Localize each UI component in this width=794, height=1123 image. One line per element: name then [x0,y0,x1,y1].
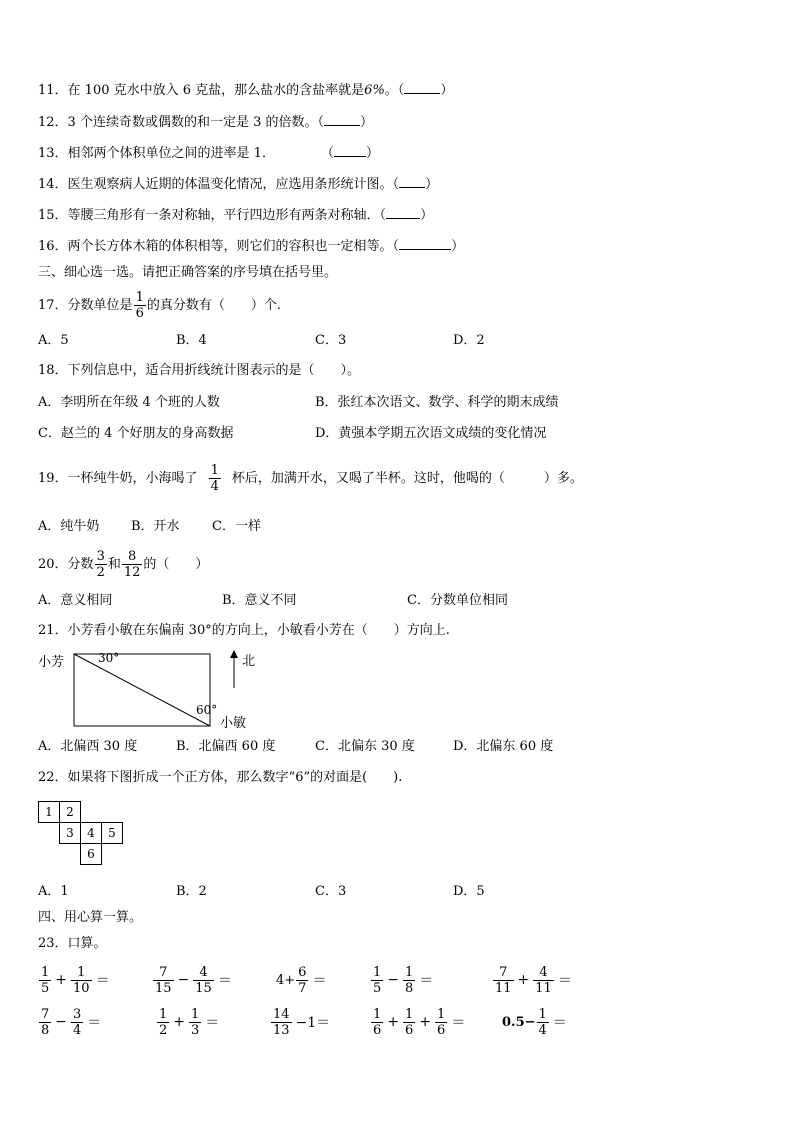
angle-60: 60° [196,703,218,717]
denominator: 3 [191,1022,200,1038]
net-cell: 4 [81,823,102,844]
denominator: 4 [73,1022,82,1038]
calc-item [38,1002,104,1042]
denominator: 6 [373,1022,382,1038]
question-20 [38,545,208,585]
numerator: 7 [499,964,508,980]
numerator: 1 [210,463,219,478]
question-23 [38,935,107,953]
equals-sign: ＝ [95,973,110,989]
label-xiaomin: 小敏 [220,716,247,731]
answer-blank[interactable] [324,125,360,126]
denominator: 10 [73,980,90,996]
calc-item [38,960,113,1000]
numerator: 1 [437,1006,446,1022]
label-north: 北 [242,654,256,669]
paren-close: ） [440,83,454,98]
net-cell: 1 [39,802,60,823]
calc-item [492,960,575,1000]
question-11 [38,82,453,100]
option-a[interactable]: A．1 [38,884,69,899]
question-number: 12． [38,115,68,130]
question-text: 医生观察病人近期的体温变化情况，应选用条形统计图。（ [67,177,400,192]
question-21 [38,622,450,640]
numerator: 4 [199,964,208,980]
question-text: 下列信息中，适合用折线统计图表示的是（ ）。 [67,363,361,378]
paren-close: ） [360,115,374,130]
question-text: 3 个连续奇数或偶数的和一定是 3 的倍数。（ [67,115,324,130]
option-c[interactable]: C．分数单位相同 [407,593,508,608]
question-16 [38,238,464,256]
numerator: 1 [77,964,86,980]
numerator: 1 [405,964,414,980]
whole-number: 4+ [276,972,296,988]
question-text: 的（ ） [143,557,209,572]
equals-sign: ＝ [205,1015,220,1031]
question-text: 分数 [67,557,94,572]
equals-sign: ＝ [557,973,572,989]
question-text: 在 100 克水中放入 6 克盐，那么盐水的含盐率就是 [67,83,365,98]
answer-blank[interactable] [386,218,420,219]
operator: − [177,972,190,988]
numerator: 7 [159,964,168,980]
question-number: 13． [38,146,68,161]
denominator: 12 [123,565,141,580]
denominator: 5 [373,980,382,996]
denominator: 4 [538,1022,547,1038]
paren-open: （ [320,146,334,161]
answer-blank[interactable] [399,187,425,188]
option-d[interactable]: D．2 [453,333,485,348]
question-15 [38,207,433,225]
diagonal-line [74,654,210,726]
operator: −1＝ [295,1015,331,1031]
fraction [209,463,221,494]
option-c[interactable]: C．3 [315,333,347,348]
option-a[interactable]: A．意义相同 [38,593,113,608]
numerator: 1 [191,1006,200,1022]
option-a[interactable]: A．纯牛奶 [38,519,100,534]
label-xiaofang: 小芳 [38,655,65,670]
option-b[interactable]: B．开水 [131,519,180,534]
question-text: 小芳看小敏在东偏南 30°的方向上，小敏看小芳在（ ）方向上. [67,623,450,638]
section-heading-4: 四、用心算一算。 [38,910,143,925]
question-text: 等腰三角形有一条对称轴，平行四边形有两条对称轴．（ [67,208,387,223]
answer-blank[interactable] [334,156,366,157]
question-number: 14． [38,177,68,192]
numerator: 1 [373,964,382,980]
numerator: 8 [127,549,137,564]
question-text: 相邻两个体积单位之间的进率是 1． [67,146,275,161]
question-22 [38,769,402,787]
north-arrow-head [230,650,238,658]
question-text: 口算。 [67,936,107,951]
option-b[interactable]: B．北偏西 60 度 [176,739,276,754]
question-18 [38,362,360,380]
operator: + [387,1014,400,1030]
question-text: 分数单位是 [67,298,133,313]
question-14 [38,176,438,194]
numerator: 1 [405,1006,414,1022]
question-number: 23． [38,936,68,951]
net-cell: 3 [60,823,81,844]
paren-close: ） [420,208,434,223]
operator: + [419,1014,432,1030]
question-text: 两个长方体木箱的体积相等，则它们的容积也一定相等。（ [67,239,400,254]
operator: + [517,972,530,988]
calc-item [370,1002,468,1042]
option-c[interactable]: C．一样 [212,519,261,534]
option-d[interactable]: D．北偏东 60 度 [453,739,554,754]
question-number: 11． [38,83,68,98]
question-text: 杯后，加满开水，又喝了半杯。这时，他喝的（ ）多。 [231,471,583,486]
equals-sign: ＝ [217,973,232,989]
numerator: 4 [539,964,548,980]
operator: − [387,972,400,988]
question-text: 如果将下图折成一个正方体，那么数字“6”的对面是( ). [67,770,403,785]
denominator: 6 [437,1022,446,1038]
section-heading-3: 三、细心选一选。请把正确答案的序号填在括号里。 [38,265,338,280]
question-number: 20． [38,557,68,572]
paren-close: ） [425,177,439,192]
denominator: 8 [41,1022,50,1038]
denominator: 15 [155,980,172,996]
question-number: 21． [38,623,68,638]
option-c[interactable]: C．3 [315,884,347,899]
answer-blank[interactable] [399,249,451,250]
numerator: 1 [159,1006,168,1022]
question-tail: 。（ [384,83,405,98]
denominator: 5 [41,980,50,996]
question-number: 16． [38,239,68,254]
denominator: 6 [405,1022,414,1038]
option-d[interactable]: D．5 [453,884,485,899]
option-a[interactable]: A．李明所在年级 4 个班的人数 [38,395,220,410]
numerator: 1 [538,1006,547,1022]
answer-blank[interactable] [404,93,440,94]
question-12 [38,114,373,132]
net-cell: 2 [60,802,81,823]
denominator: 8 [405,980,414,996]
question-number: 22． [38,770,68,785]
equals-sign: ＝ [312,973,327,989]
percent-value: 6% [364,83,385,98]
question-17 [38,286,281,326]
paren-close: ） [451,239,465,254]
option-d[interactable]: D．黄强本学期五次语文成绩的变化情况 [315,426,547,441]
option-b[interactable]: B．2 [176,884,207,899]
fraction [95,549,107,580]
numerator: 3 [73,1006,82,1022]
denominator: 11 [495,980,512,996]
option-b[interactable]: B．张红本次语文、数学、科学的期末成绩 [315,395,559,410]
option-b[interactable]: B．4 [176,333,207,348]
equals-sign: ＝ [552,1015,567,1031]
question-text: 的真分数有（ ）个. [146,298,281,313]
cube-net [38,801,123,865]
whole-number: 0.5− [502,1014,536,1030]
denominator: 2 [96,565,105,580]
calc-item [276,960,329,1000]
question-13 [38,145,379,163]
option-c[interactable]: C．赵兰的 4 个好朋友的身高数据 [38,426,234,441]
question-number: 19． [38,471,68,486]
option-a[interactable]: A．北偏西 30 度 [38,739,138,754]
angle-30: 30° [98,651,120,665]
direction-figure [38,648,268,730]
operator: + [55,972,68,988]
option-b[interactable]: B．意义不同 [222,593,297,608]
denominator: 13 [273,1022,290,1038]
fraction [122,549,143,580]
option-a[interactable]: A．5 [38,333,69,348]
question-text: 和 [107,557,121,572]
question-number: 18． [38,363,68,378]
question-number: 15． [38,208,68,223]
question-19 [38,459,583,499]
denominator: 15 [195,980,212,996]
operator: + [173,1014,186,1030]
calc-item [152,960,235,1000]
paren-close: ） [365,146,379,161]
equals-sign: ＝ [451,1015,466,1031]
option-c[interactable]: C．北偏东 30 度 [315,739,415,754]
denominator: 7 [298,980,307,996]
denominator: 11 [535,980,552,996]
denominator: 4 [210,479,219,494]
numerator: 1 [41,964,50,980]
equals-sign: ＝ [419,973,434,989]
numerator: 1 [135,290,144,305]
denominator: 2 [159,1022,168,1038]
question-number: 17． [38,298,68,313]
equals-sign: ＝ [87,1015,102,1031]
net-cell: 6 [81,844,102,865]
operator: − [55,1014,68,1030]
numerator: 14 [273,1006,290,1022]
question-text: 一杯纯牛奶，小海喝了 [67,471,198,486]
calc-item [156,1002,222,1042]
fraction [134,290,146,321]
numerator: 3 [96,549,105,564]
net-cell: 5 [102,823,123,844]
numerator: 1 [373,1006,382,1022]
calc-item [370,960,436,1000]
calc-item [270,1002,333,1042]
numerator: 6 [298,964,307,980]
calc-item [502,1002,570,1042]
denominator: 6 [135,306,144,321]
numerator: 7 [41,1006,50,1022]
